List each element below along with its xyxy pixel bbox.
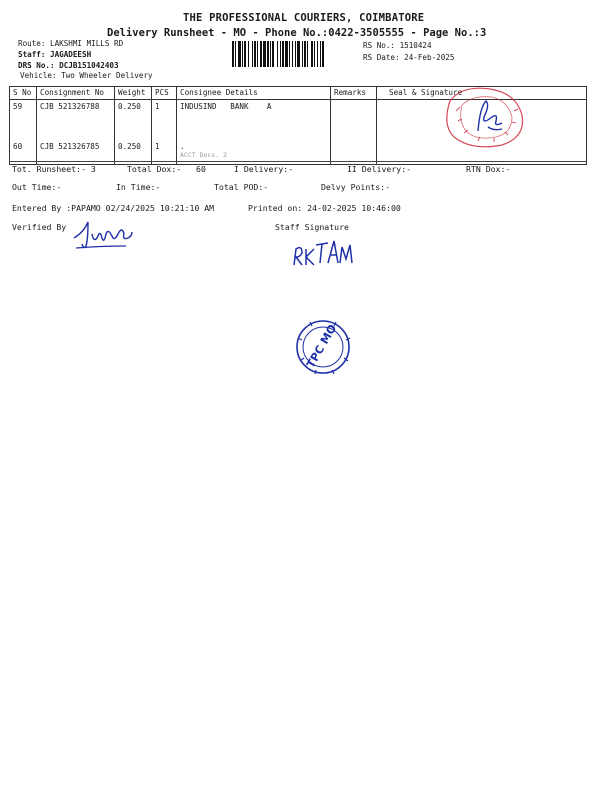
- consignee-note: ACCT Docs. 2: [180, 151, 227, 159]
- col-header-consignee: Consignee Details: [177, 87, 331, 100]
- cell-weight: 0.250: [115, 140, 152, 165]
- cell-consignment: CJB 521326788: [37, 100, 115, 141]
- barcode-image: [232, 41, 350, 67]
- verified-by-label: Verified By: [12, 222, 67, 232]
- col-header-consignment: Consignment No: [37, 87, 115, 100]
- blue-round-stamp: [294, 318, 352, 376]
- staff-label: Staff: JAGADEESH: [18, 50, 92, 59]
- printed-on: Printed on: 24-02-2025 10:46:00: [248, 203, 401, 213]
- col-header-seal: Seal & Signature: [377, 87, 587, 100]
- cell-sno: 59: [10, 100, 37, 141]
- rs-number: RS No.: 1510424: [363, 41, 432, 50]
- col-header-pcs: PCS: [152, 87, 177, 100]
- col-header-remarks: Remarks: [331, 87, 377, 100]
- staff-signature-label: Staff Signature: [275, 222, 349, 232]
- entered-by: Entered By :PAPAMO 02/24/2025 10:21:10 AM: [12, 203, 215, 213]
- runsheet-title: Delivery Runsheet - MO - Phone No.:0422-3505555 - Page No.:3: [107, 27, 487, 39]
- blue-stamp-text: TPC MO: [304, 322, 340, 371]
- out-time: Out Time:-: [12, 182, 62, 192]
- cell-weight: 0.250: [115, 100, 152, 141]
- consignee-dot: .: [180, 142, 185, 151]
- cell-pcs: 1: [152, 140, 177, 165]
- route-label: Route: LAKSHMI MILLS RD: [18, 39, 124, 48]
- red-seal-stamp: [442, 87, 528, 149]
- verified-signature: [70, 216, 136, 252]
- divider-line: [9, 161, 587, 162]
- cell-remarks: [331, 100, 377, 141]
- vehicle-label: Vehicle: Two Wheeler Delivery: [20, 71, 153, 80]
- in-time: In Time:-: [116, 182, 161, 192]
- staff-handwritten-signature: [290, 237, 356, 269]
- barcode-bar: [324, 41, 325, 67]
- col-header-weight: Weight: [115, 87, 152, 100]
- cell-sno: 60: [10, 140, 37, 165]
- delivery-points: Delvy Points:-: [321, 182, 391, 192]
- total-pod: Total POD:-: [214, 182, 269, 192]
- company-title: THE PROFESSIONAL COURIERS, COIMBATORE: [183, 12, 425, 24]
- rs-date: RS Date: 24-Feb-2025: [363, 53, 455, 62]
- cell-consignment: CJB 521326785: [37, 140, 115, 165]
- cell-consignee: INDUSIND BANK A: [177, 100, 331, 141]
- ii-delivery: II Delivery:-: [347, 164, 412, 174]
- col-header-sno: S No: [10, 87, 37, 100]
- rtn-dox: RTN Dox:-: [466, 164, 511, 174]
- cell-pcs: 1: [152, 100, 177, 141]
- i-delivery: I Delivery:-: [234, 164, 294, 174]
- drs-number: DRS No.: DCJB151042403: [18, 61, 119, 70]
- total-dox: Total Dox:- 60: [127, 164, 206, 174]
- total-runsheet: Tot. Runsheet:- 3: [12, 164, 96, 174]
